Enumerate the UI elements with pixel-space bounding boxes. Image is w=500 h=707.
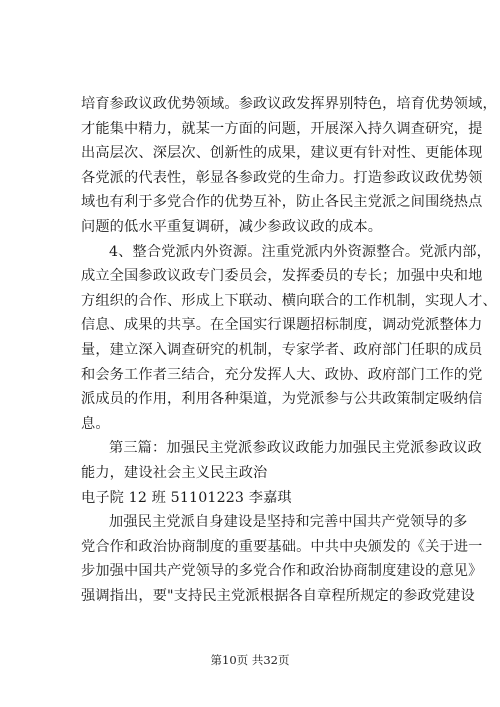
text-line: 和会务工作者三结合，充分发挥人大、政协、政府部门工作的党 xyxy=(81,366,483,383)
text-line: 信息、成果的共享。在全国实行课题招标制度，调动党派整体力 xyxy=(81,317,483,334)
text-line: 派成员的作用，利用各种渠道，为党派参与公共政策制定吸纳信 xyxy=(81,391,483,408)
text-line: 党合作和政治协商制度的重要基础。中共中央颁发的《关于进一 xyxy=(81,538,483,555)
text-line: 强调指出，要"支持民主党派根据各自章程所规定的参政党建设 xyxy=(81,587,475,604)
text-line: 各党派的代表性，彰显各参政党的生命力。打造参政议政优势领 xyxy=(81,169,483,186)
text-line: 加强民主党派自身建设是坚持和完善中国共产党领导的多 xyxy=(109,514,468,531)
text-line: 方组织的合作、形成上下联动、横向联合的工作机制，实现人才、 xyxy=(81,292,497,309)
chapter-title-continued: 能力，建设社会主义民主政治 xyxy=(81,464,268,481)
text-line: 域也有利于多党合作的优势互补，防止各民主党派之间围绕热点 xyxy=(81,194,483,211)
text-line: 培育参政议政优势领域。参政议政发挥界别特色，培育优势领域， xyxy=(81,96,497,112)
text-line: 问题的低水平重复调研，减少参政议政的成本。 xyxy=(81,218,383,235)
text-line: 成立全国参政议政专门委员会，发挥委员的专长；加强中央和地 xyxy=(81,268,483,285)
section-heading-4: 4、整合党派内外资源。注重党派内外资源整合。党派内部， xyxy=(109,243,491,260)
text-line: 量，建立深入调查研究的机制，专家学者、政府部门任职的成员 xyxy=(81,341,483,358)
chapter-title: 第三篇：加强民主党派参政议政能力加强民主党派参政议政 xyxy=(109,440,482,457)
text-line: 息。 xyxy=(81,415,110,432)
text-line: 才能集中精力，就某一方面的问题，开展深入持久调查研究，提 xyxy=(81,120,483,137)
text-line: 步加强中国共产党领导的多党合作和政治协商制度建设的意见》 xyxy=(81,563,483,580)
document-body xyxy=(81,92,497,608)
page-number: 第10页 共32页 xyxy=(210,653,290,667)
text-line: 出高层次、深层次、创新性的成果，建议更有针对性、更能体现 xyxy=(81,145,483,162)
author-line: 电子院 12 班 51101223 李嘉琪 xyxy=(81,489,292,506)
